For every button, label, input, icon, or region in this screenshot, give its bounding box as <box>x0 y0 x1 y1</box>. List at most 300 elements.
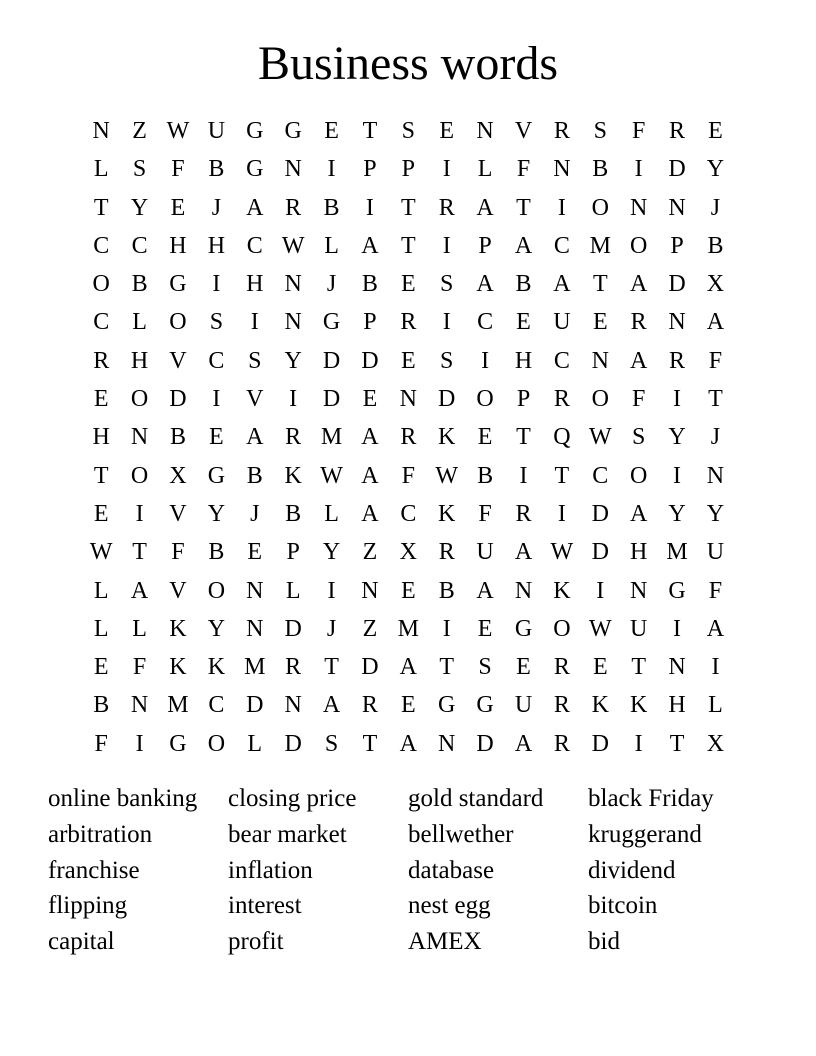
grid-letter[interactable]: N <box>668 654 686 681</box>
grid-letter[interactable]: L <box>324 500 339 527</box>
grid-letter[interactable]: L <box>93 156 109 183</box>
grid-letter[interactable]: R <box>438 194 455 221</box>
grid-letter[interactable]: S <box>324 730 339 757</box>
word-list-item: AMEX <box>408 928 482 956</box>
grid-letter[interactable]: G <box>284 118 302 144</box>
word-list-item: bid <box>588 928 620 956</box>
word-list-item: flipping <box>48 892 128 920</box>
grid-letter[interactable]: I <box>327 156 336 183</box>
grid-letter[interactable]: E <box>170 194 186 221</box>
grid-letter[interactable]: A <box>476 194 494 221</box>
grid-letter[interactable]: P <box>516 386 531 413</box>
grid-letter[interactable]: N <box>553 156 571 183</box>
grid-letter[interactable]: H <box>629 539 648 566</box>
grid-letter[interactable]: S <box>593 118 607 144</box>
grid-letter[interactable]: R <box>93 347 110 374</box>
word-list-item: franchise <box>48 856 140 884</box>
grid-letter[interactable]: Y <box>284 347 302 374</box>
grid-letter[interactable]: O <box>553 615 571 642</box>
grid-letter[interactable]: E <box>400 347 416 374</box>
grid-letter[interactable]: A <box>361 232 379 259</box>
grid-letter[interactable]: O <box>130 462 149 489</box>
grid-letter[interactable]: Y <box>130 194 149 221</box>
word-list-item: black Friday <box>588 785 714 812</box>
grid-letter[interactable]: N <box>514 577 533 604</box>
grid-letter[interactable]: I <box>365 194 374 221</box>
grid-letter[interactable]: M <box>397 615 419 642</box>
grid-letter[interactable]: R <box>285 194 302 221</box>
grid-letter[interactable]: I <box>711 654 720 681</box>
grid-letter[interactable]: I <box>212 386 221 413</box>
grid-letter[interactable]: J <box>326 271 337 298</box>
grid-letter[interactable]: T <box>324 654 339 681</box>
grid-letter[interactable]: G <box>169 271 187 298</box>
grid-letter[interactable]: L <box>132 309 147 336</box>
grid-letter[interactable]: K <box>553 577 571 604</box>
grid-letter[interactable]: N <box>476 118 494 144</box>
grid-letter[interactable]: H <box>207 232 226 259</box>
grid-letter[interactable]: J <box>326 615 337 642</box>
grid-letter[interactable]: C <box>246 232 263 259</box>
grid-letter[interactable]: C <box>400 500 417 527</box>
grid-letter[interactable]: D <box>438 386 456 413</box>
grid-letter[interactable]: D <box>591 500 609 527</box>
word-search-grid <box>82 112 735 763</box>
grid-letter[interactable]: T <box>516 194 531 221</box>
grid-letter[interactable]: Y <box>706 156 725 183</box>
grid-letter[interactable]: I <box>634 156 643 183</box>
grid-letter[interactable]: W <box>281 232 305 259</box>
grid-letter[interactable]: L <box>247 730 263 757</box>
grid-letter[interactable]: T <box>93 462 109 489</box>
grid-letter[interactable]: D <box>591 539 609 566</box>
grid-letter[interactable]: M <box>320 424 343 451</box>
grid-letter[interactable]: G <box>246 156 264 183</box>
grid-letter[interactable]: D <box>668 156 686 183</box>
grid-letter[interactable]: D <box>169 386 187 413</box>
grid-letter[interactable]: T <box>631 654 646 681</box>
grid-letter[interactable]: E <box>708 118 723 144</box>
grid-letter[interactable]: A <box>706 615 725 642</box>
grid-letter[interactable]: S <box>478 654 492 681</box>
grid-letter[interactable]: D <box>284 730 302 757</box>
grid-letter[interactable]: E <box>516 654 531 681</box>
grid-letter[interactable]: N <box>284 271 302 298</box>
grid-letter[interactable]: F <box>516 156 531 183</box>
grid-letter[interactable]: B <box>361 271 378 298</box>
grid-letter[interactable]: N <box>706 462 725 489</box>
grid-letter[interactable]: C <box>553 232 570 259</box>
grid-letter[interactable]: M <box>244 654 266 681</box>
grid-letter[interactable]: A <box>553 271 571 298</box>
grid-letter[interactable]: T <box>400 194 416 221</box>
grid-letter[interactable]: B <box>246 462 263 489</box>
grid-letter[interactable]: C <box>93 309 110 336</box>
grid-letter[interactable]: S <box>248 347 262 374</box>
grid-letter[interactable]: E <box>247 539 263 566</box>
grid-letter[interactable]: R <box>630 309 647 336</box>
grid-letter[interactable]: L <box>477 156 493 183</box>
grid-letter[interactable]: T <box>592 271 608 298</box>
grid-letter[interactable]: O <box>207 577 226 604</box>
grid-letter[interactable]: A <box>476 577 494 604</box>
grid-letter[interactable]: B <box>707 232 724 259</box>
grid-letter[interactable]: N <box>92 118 110 144</box>
grid-letter[interactable]: H <box>130 347 149 374</box>
grid-letter[interactable]: V <box>169 577 187 604</box>
grid-letter[interactable]: U <box>476 539 494 566</box>
grid-letter[interactable]: S <box>440 347 454 374</box>
grid-letter[interactable]: C <box>592 462 609 489</box>
grid-letter[interactable]: N <box>591 347 609 374</box>
grid-letter[interactable]: B <box>169 424 186 451</box>
grid-letter[interactable]: V <box>169 500 187 527</box>
grid-letter[interactable]: N <box>438 730 456 757</box>
grid-letter[interactable]: I <box>596 577 605 604</box>
grid-letter[interactable]: D <box>591 730 609 757</box>
grid-letter[interactable]: Q <box>553 424 571 451</box>
grid-letter[interactable]: O <box>130 386 149 413</box>
grid-letter[interactable]: X <box>169 462 187 489</box>
grid-letter[interactable]: Y <box>706 500 725 527</box>
grid-letter[interactable]: P <box>363 156 377 183</box>
grid-letter[interactable]: B <box>131 271 148 298</box>
grid-letter[interactable]: U <box>207 118 226 144</box>
grid-letter[interactable]: A <box>246 194 264 221</box>
grid-letter[interactable]: G <box>668 577 686 604</box>
grid-letter[interactable]: I <box>327 577 336 604</box>
grid-letter[interactable]: F <box>132 654 147 681</box>
grid-letter[interactable]: A <box>476 271 494 298</box>
grid-letter[interactable]: Z <box>362 615 378 642</box>
grid-letter[interactable]: G <box>246 118 264 144</box>
grid-letter[interactable]: C <box>208 347 225 374</box>
grid-letter[interactable]: M <box>666 539 688 566</box>
grid-letter[interactable]: O <box>92 271 110 298</box>
grid-letter[interactable]: G <box>207 462 226 489</box>
grid-letter[interactable]: E <box>477 615 493 642</box>
grid-letter[interactable]: T <box>554 462 570 489</box>
grid-letter[interactable]: S <box>631 424 646 451</box>
grid-letter[interactable]: V <box>246 386 264 413</box>
grid-letter[interactable]: B <box>208 539 225 566</box>
grid-letter[interactable]: K <box>169 615 187 642</box>
grid-letter[interactable]: U <box>706 539 725 566</box>
grid-letter[interactable]: X <box>399 539 417 566</box>
grid-letter[interactable]: I <box>673 462 682 489</box>
grid-letter[interactable]: E <box>592 309 608 336</box>
grid-letter[interactable]: E <box>93 654 109 681</box>
grid-letter[interactable]: H <box>246 271 264 298</box>
grid-letter[interactable]: L <box>708 692 723 719</box>
grid-letter[interactable]: K <box>438 424 456 451</box>
grid-letter[interactable]: E <box>93 386 109 413</box>
grid-letter[interactable]: W <box>89 539 113 566</box>
grid-letter[interactable]: A <box>361 462 379 489</box>
grid-letter[interactable]: I <box>289 386 298 413</box>
grid-letter[interactable]: E <box>439 118 455 144</box>
grid-letter[interactable]: D <box>322 347 341 374</box>
grid-letter[interactable]: E <box>209 424 224 451</box>
grid-letter[interactable]: I <box>673 615 682 642</box>
grid-letter[interactable]: N <box>284 156 302 183</box>
grid-letter[interactable]: E <box>93 500 109 527</box>
grid-letter[interactable]: U <box>553 309 571 336</box>
grid-letter[interactable]: Y <box>207 500 226 527</box>
grid-letter[interactable]: A <box>361 424 379 451</box>
grid-letter[interactable]: R <box>400 309 417 336</box>
grid-letter[interactable]: K <box>629 692 648 719</box>
grid-letter[interactable]: M <box>167 692 189 719</box>
grid-letter[interactable]: G <box>169 730 187 757</box>
grid-letter[interactable]: V <box>169 347 187 374</box>
grid-letter[interactable]: S <box>440 271 454 298</box>
grid-letter[interactable]: E <box>400 692 416 719</box>
grid-letter[interactable]: T <box>93 194 109 221</box>
grid-letter[interactable]: N <box>246 615 264 642</box>
grid-letter[interactable]: I <box>673 386 682 413</box>
grid-letter[interactable]: R <box>553 654 570 681</box>
grid-letter[interactable]: N <box>668 194 686 221</box>
grid-letter[interactable]: D <box>322 386 341 413</box>
grid-letter[interactable]: T <box>362 118 378 144</box>
grid-letter[interactable]: A <box>514 232 533 259</box>
grid-letter[interactable]: N <box>284 309 302 336</box>
grid-letter[interactable]: G <box>476 692 494 719</box>
grid-letter[interactable]: R <box>285 654 302 681</box>
grid-letter[interactable]: R <box>553 692 570 719</box>
grid-letter[interactable]: O <box>629 462 648 489</box>
grid-letter[interactable]: G <box>322 309 341 336</box>
grid-letter[interactable]: I <box>250 309 259 336</box>
grid-letter[interactable]: A <box>361 500 379 527</box>
grid-letter[interactable]: P <box>670 232 684 259</box>
grid-letter[interactable]: F <box>401 462 415 489</box>
grid-letter[interactable]: D <box>246 692 264 719</box>
grid-letter[interactable]: S <box>401 118 415 144</box>
grid-letter[interactable]: R <box>669 118 686 144</box>
grid-letter[interactable]: X <box>706 271 725 298</box>
grid-letter[interactable]: W <box>588 424 612 451</box>
grid-letter[interactable]: F <box>94 730 108 757</box>
grid-letter[interactable]: Z <box>362 539 378 566</box>
grid-letter[interactable]: K <box>169 654 187 681</box>
grid-letter[interactable]: U <box>629 615 648 642</box>
grid-letter[interactable]: A <box>514 539 533 566</box>
grid-letter[interactable]: A <box>629 500 648 527</box>
grid-letter[interactable]: E <box>477 424 493 451</box>
grid-letter[interactable]: X <box>706 730 725 757</box>
grid-letter[interactable]: B <box>592 156 609 183</box>
grid-letter[interactable]: N <box>668 309 686 336</box>
grid-letter[interactable]: I <box>135 500 144 527</box>
grid-letter[interactable]: W <box>550 539 574 566</box>
grid-letter[interactable]: O <box>629 232 648 259</box>
word-list <box>48 781 768 960</box>
grid-letter[interactable]: B <box>208 156 225 183</box>
grid-letter[interactable]: E <box>324 118 339 144</box>
grid-letter[interactable]: P <box>478 232 492 259</box>
grid-letter[interactable]: I <box>557 500 566 527</box>
grid-letter[interactable]: O <box>169 309 187 336</box>
grid-letter[interactable]: A <box>399 654 417 681</box>
grid-letter[interactable]: E <box>362 386 378 413</box>
grid-letter[interactable]: O <box>591 194 609 221</box>
grid-letter[interactable]: L <box>93 577 109 604</box>
grid-letter[interactable]: K <box>438 500 456 527</box>
grid-letter[interactable]: F <box>708 577 723 604</box>
grid-letter[interactable]: A <box>246 424 264 451</box>
grid-letter[interactable]: T <box>362 730 378 757</box>
grid-letter[interactable]: D <box>476 730 494 757</box>
word-list-item: bitcoin <box>588 892 658 920</box>
grid-letter[interactable]: T <box>708 386 723 413</box>
grid-letter[interactable]: J <box>710 194 721 221</box>
grid-letter[interactable]: L <box>132 615 147 642</box>
grid-letter[interactable]: R <box>553 730 570 757</box>
grid-letter[interactable]: I <box>442 232 451 259</box>
grid-letter[interactable]: I <box>481 347 490 374</box>
grid-letter[interactable]: C <box>208 692 225 719</box>
grid-letter[interactable]: L <box>324 232 339 259</box>
grid-letter[interactable]: C <box>553 347 570 374</box>
grid-letter[interactable]: K <box>207 654 226 681</box>
grid-letter[interactable]: N <box>284 692 302 719</box>
grid-letter[interactable]: W <box>588 615 612 642</box>
grid-letter[interactable]: A <box>322 692 341 719</box>
grid-letter[interactable]: R <box>669 347 686 374</box>
grid-letter[interactable]: F <box>171 539 185 566</box>
grid-letter[interactable]: B <box>93 692 110 719</box>
grid-letter[interactable]: T <box>669 730 685 757</box>
grid-letter[interactable]: M <box>589 232 611 259</box>
grid-letter[interactable]: V <box>514 118 533 144</box>
grid-letter[interactable]: L <box>285 577 301 604</box>
grid-letter[interactable]: S <box>209 309 224 336</box>
grid-letter[interactable]: H <box>514 347 533 374</box>
grid-letter[interactable]: A <box>706 309 725 336</box>
grid-letter[interactable]: I <box>442 615 451 642</box>
word-list-item: profit <box>228 928 284 956</box>
grid-letter[interactable]: R <box>515 500 532 527</box>
grid-letter[interactable]: C <box>477 309 494 336</box>
grid-letter[interactable]: I <box>442 309 451 336</box>
grid-letter[interactable]: T <box>439 654 455 681</box>
grid-letter[interactable]: I <box>634 730 643 757</box>
grid-letter[interactable]: F <box>631 118 646 144</box>
grid-letter[interactable]: N <box>629 194 648 221</box>
grid-letter[interactable]: Y <box>322 539 341 566</box>
grid-letter[interactable]: O <box>476 386 494 413</box>
grid-letter[interactable]: H <box>668 692 686 719</box>
grid-letter[interactable]: W <box>435 462 459 489</box>
word-list-item: nest egg <box>408 892 491 920</box>
grid-letter[interactable]: Y <box>207 615 226 642</box>
grid-letter[interactable]: I <box>135 730 144 757</box>
grid-letter[interactable]: E <box>516 309 531 336</box>
grid-letter[interactable]: O <box>207 730 226 757</box>
grid-letter[interactable]: P <box>401 156 415 183</box>
grid-letter[interactable]: E <box>592 654 608 681</box>
grid-letter[interactable]: A <box>130 577 149 604</box>
grid-letter[interactable]: B <box>515 271 532 298</box>
grid-letter[interactable]: R <box>400 424 417 451</box>
grid-letter[interactable]: L <box>93 615 109 642</box>
grid-letter[interactable]: R <box>285 424 302 451</box>
grid-letter[interactable]: Z <box>132 118 147 144</box>
grid-letter[interactable]: I <box>442 156 451 183</box>
grid-letter[interactable]: A <box>629 271 648 298</box>
grid-letter[interactable]: K <box>284 462 302 489</box>
grid-letter[interactable]: K <box>591 692 609 719</box>
grid-letter[interactable]: S <box>132 156 147 183</box>
grid-letter[interactable]: C <box>131 232 148 259</box>
grid-letter[interactable]: Y <box>668 500 686 527</box>
grid-letter[interactable]: P <box>286 539 300 566</box>
word-list-item: bellwether <box>408 820 514 848</box>
grid-letter[interactable]: T <box>400 232 416 259</box>
grid-letter[interactable]: P <box>363 309 377 336</box>
grid-letter[interactable]: R <box>438 539 455 566</box>
grid-letter[interactable]: T <box>516 424 531 451</box>
grid-letter[interactable]: F <box>631 386 646 413</box>
grid-letter[interactable]: A <box>514 730 533 757</box>
grid-letter[interactable]: N <box>130 692 149 719</box>
grid-letter[interactable]: J <box>250 500 260 527</box>
grid-letter[interactable]: D <box>284 615 302 642</box>
grid-letter[interactable]: N <box>246 577 264 604</box>
grid-letter[interactable]: B <box>323 194 340 221</box>
grid-letter[interactable]: R <box>553 386 570 413</box>
grid-letter[interactable]: I <box>557 194 566 221</box>
grid-letter[interactable]: N <box>361 577 379 604</box>
grid-letter[interactable]: N <box>629 577 648 604</box>
grid-letter[interactable]: F <box>708 347 723 374</box>
grid-letter[interactable]: G <box>514 615 533 642</box>
grid-letter[interactable]: F <box>171 156 185 183</box>
grid-letter[interactable]: H <box>169 232 187 259</box>
grid-letter[interactable]: Y <box>668 424 686 451</box>
grid-letter[interactable]: D <box>668 271 686 298</box>
grid-letter[interactable]: J <box>211 194 222 221</box>
grid-letter[interactable]: O <box>591 386 609 413</box>
grid-letter[interactable]: W <box>320 462 343 489</box>
grid-letter[interactable]: U <box>514 692 533 719</box>
grid-letter[interactable]: B <box>477 462 494 489</box>
grid-letter[interactable]: I <box>519 462 528 489</box>
grid-letter[interactable]: A <box>629 347 648 374</box>
grid-letter[interactable]: B <box>285 500 302 527</box>
grid-letter[interactable]: E <box>400 577 416 604</box>
grid-letter[interactable]: T <box>132 539 147 566</box>
grid-letter[interactable]: A <box>399 730 417 757</box>
grid-letter[interactable]: E <box>400 271 416 298</box>
grid-letter[interactable]: G <box>438 692 456 719</box>
grid-letter[interactable]: D <box>361 654 379 681</box>
grid-letter[interactable]: R <box>361 692 378 719</box>
grid-letter[interactable]: H <box>92 424 110 451</box>
grid-letter[interactable]: J <box>710 424 721 451</box>
grid-letter[interactable]: I <box>212 271 221 298</box>
grid-letter[interactable]: R <box>553 118 570 144</box>
grid-letter[interactable]: B <box>438 577 455 604</box>
grid-letter[interactable]: C <box>93 232 110 259</box>
grid-letter[interactable]: F <box>478 500 492 527</box>
grid-letter[interactable]: W <box>166 118 190 144</box>
grid-letter[interactable]: N <box>399 386 417 413</box>
grid-letter[interactable]: N <box>130 424 149 451</box>
grid-letter[interactable]: D <box>361 347 379 374</box>
